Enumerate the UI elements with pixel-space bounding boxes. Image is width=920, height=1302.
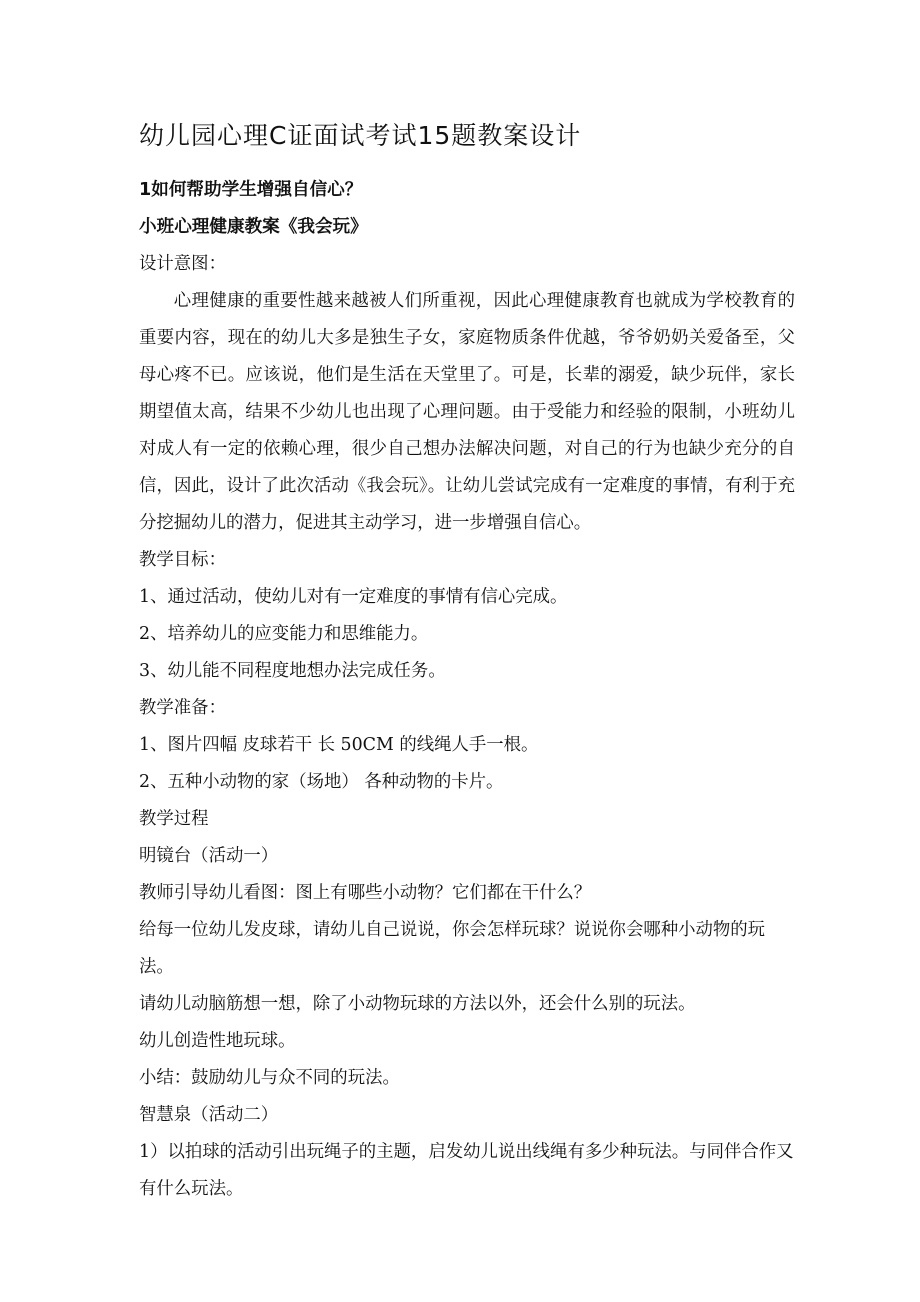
activity-one-line: 请幼儿动脑筋想一想，除了小动物玩球的方法以外，还会什么别的玩法。: [139, 994, 696, 1014]
activity-one-line: 幼儿创造性地玩球。: [139, 1031, 296, 1051]
activity-one-line: 教师引导幼儿看图：图上有哪些小动物？它们都在干什么？: [139, 883, 592, 903]
prep-item: 2、五种小动物的家（场地） 各种动物的卡片。: [139, 772, 504, 792]
document-title: 幼儿园心理C证面试考试15题教案设计: [139, 121, 582, 150]
design-intent-paragraph: 心理健康的重要性越来越被人们所重视，因此心理健康教育也就成为学校教育的重要内容，现在的幼儿大多是独生子女，家庭物质条件优越，爷爷奶奶关爱备至，父母心疼不已。应该说，他们是生活在天堂里了。可是，长辈的溺爱，缺少玩伴，家长期望值太高，结果不少幼儿也出现了心理问题。由于受能力和经验的限制，小班幼儿对成人有一定的依赖心理，很少自己想办法解决问题，对自己的行为也缺少充分的自信，因此，设计了此次活动《我会玩》。让幼儿尝试完成有一定难度的事情，有利于充分挖掘幼儿的潜力，促进其主动学习，进一步增强自信心。: [139, 291, 795, 533]
activity-two-label: 智慧泉（活动二）: [139, 1105, 279, 1125]
prep-label: 教学准备：: [139, 698, 226, 718]
goal-item: 2、培养幼儿的应变能力和思维能力。: [139, 624, 429, 644]
activity-two-line: 1）以拍球的活动引出玩绳子的主题，启发幼儿说出线绳有多少种玩法。与同伴合作又有什么玩法。: [139, 1142, 794, 1199]
lesson-title: 小班心理健康教案《我会玩》: [139, 217, 368, 237]
goals-label: 教学目标：: [139, 550, 226, 570]
document-content: [139, 114, 795, 1208]
activity-one-line: 小结：鼓励幼儿与众不同的玩法。: [139, 1068, 400, 1088]
activity-one-line: 给每一位幼儿发皮球，请幼儿自己说说，你会怎样玩球？说说你会哪种小动物的玩法。: [139, 920, 766, 977]
activity-one-label: 明镜台（活动一）: [139, 846, 279, 866]
process-label: 教学过程: [139, 809, 209, 829]
question-heading: 1如何帮助学生增强自信心？: [139, 180, 363, 200]
prep-item: 1、图片四幅 皮球若干 长 50CM 的线绳人手一根。: [139, 735, 539, 755]
goal-item: 3、幼儿能不同程度地想办法完成任务。: [139, 661, 446, 681]
goal-item: 1、通过活动，使幼儿对有一定难度的事情有信心完成。: [139, 587, 568, 607]
design-intent-label: 设计意图：: [139, 254, 226, 274]
